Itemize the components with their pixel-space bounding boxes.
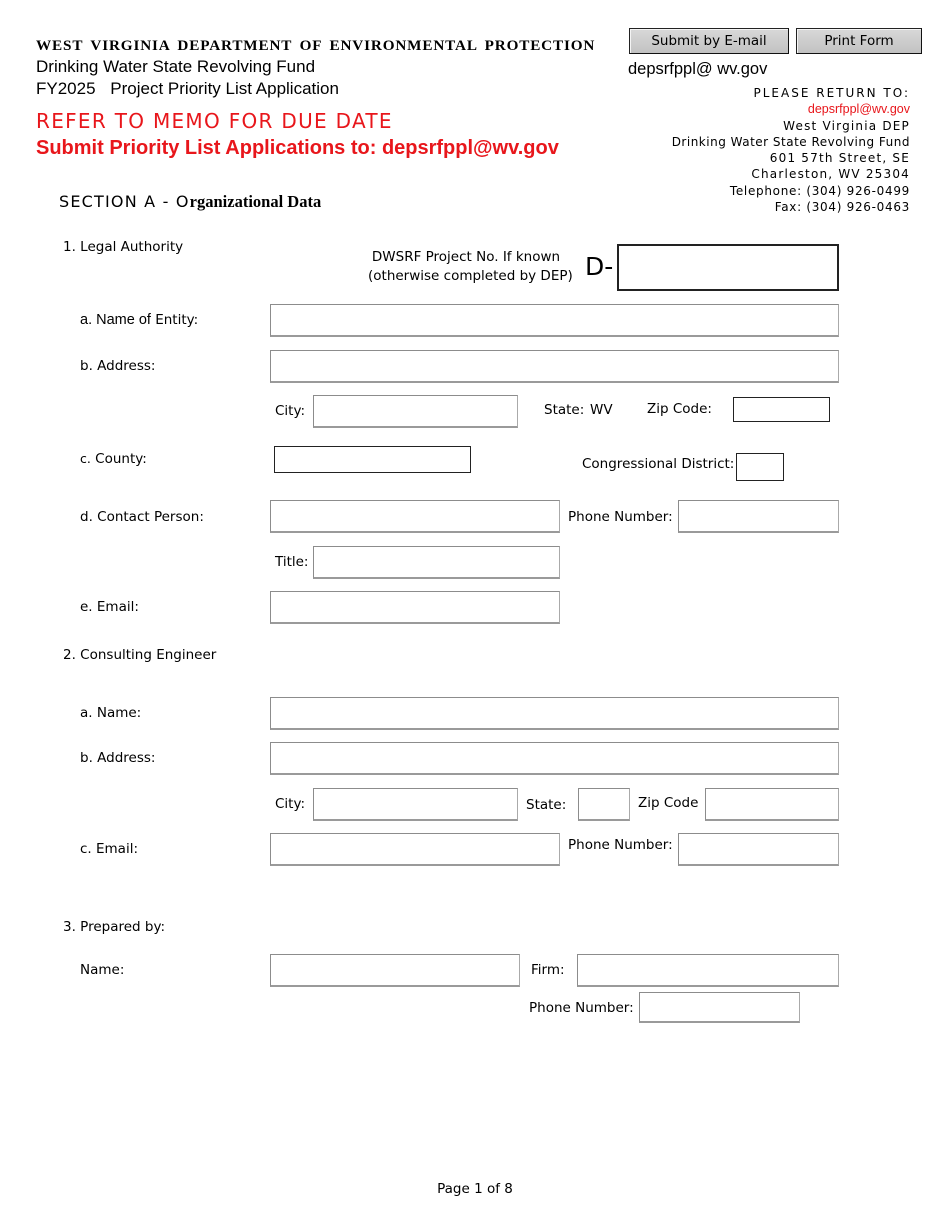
return-telephone: Telephone: (304) 926-0499 — [729, 183, 910, 198]
return-fax: Fax: (304) 926-0463 — [774, 200, 910, 215]
print-form-button[interactable]: Print Form — [796, 28, 922, 54]
submission-email: depsrfppl@ wv.gov — [628, 60, 768, 78]
return-email: depsrfppl@wv.gov — [807, 102, 910, 117]
engineer-phone-label: Phone Number: — [568, 837, 673, 853]
preparer-firm-label: Firm: — [531, 962, 565, 978]
form-title: Project Priority List Application — [110, 79, 339, 98]
entity-zip-label: Zip Code: — [647, 401, 712, 417]
engineer-name-label: a. Name: — [80, 705, 142, 721]
page-number: Page 1 of 8 — [437, 1181, 513, 1197]
section-a-title: rganizational Data — [189, 192, 322, 211]
return-org: West Virginia DEP — [783, 118, 910, 133]
preparer-firm-input[interactable] — [577, 954, 839, 987]
submit-by-email-button[interactable]: Submit by E-mail — [629, 28, 789, 54]
entity-zip-input[interactable] — [733, 397, 830, 422]
form-subtitle — [36, 79, 339, 99]
section-a-heading — [59, 192, 321, 212]
engineer-address-label: b. Address: — [80, 750, 156, 766]
engineer-address-input[interactable] — [270, 742, 839, 775]
entity-city-input[interactable] — [313, 395, 518, 428]
return-street: 601 57th Street, SE — [769, 151, 910, 166]
prepared-by-heading: 3. Prepared by: — [63, 919, 166, 935]
county-input[interactable] — [274, 446, 471, 473]
contact-title-label: Title: — [275, 554, 309, 570]
consulting-engineer-heading: 2. Consulting Engineer — [63, 647, 217, 663]
entity-address-label: b. Address: — [80, 358, 156, 374]
legal-authority-heading: 1. Legal Authority — [63, 239, 184, 255]
project-no-label-line2: (otherwise completed by DEP) — [368, 268, 573, 284]
memo-notice: REFER TO MEMO FOR DUE DATE — [36, 109, 393, 133]
congressional-district-label: Congressional District: — [582, 456, 735, 472]
entity-state-value: WV — [590, 402, 613, 418]
engineer-zip-input[interactable] — [705, 788, 839, 821]
return-dept: Drinking Water State Revolving Fund — [671, 134, 910, 149]
preparer-name-label: Name: — [80, 962, 125, 978]
agency-title: WEST VIRGINIA DEPARTMENT OF ENVIRONMENTAL PROTECTION — [36, 37, 596, 54]
preparer-phone-input[interactable] — [639, 992, 800, 1023]
return-address-block — [650, 85, 910, 215]
engineer-zip-label: Zip Code — [638, 795, 699, 811]
engineer-email-label: c. Email: — [80, 841, 139, 857]
fiscal-year: FY2025 — [36, 79, 96, 98]
project-no-prefix: D- — [585, 252, 614, 281]
entity-name-input[interactable] — [270, 304, 839, 337]
contact-phone-input[interactable] — [678, 500, 839, 533]
entity-email-label: e. Email: — [80, 599, 139, 615]
preparer-name-input[interactable] — [270, 954, 520, 987]
contact-phone-label: Phone Number: — [568, 509, 673, 525]
engineer-state-label: State: — [526, 797, 567, 813]
project-number-input[interactable] — [617, 244, 839, 291]
submit-notice: Submit Priority List Applications to: depsrfppl@wv.gov — [36, 137, 559, 159]
engineer-state-input[interactable] — [578, 788, 630, 821]
project-no-label-line1: DWSRF Project No. If known — [371, 249, 561, 265]
county-label: c. County: — [80, 451, 147, 467]
return-city: Charleston, WV 25304 — [751, 167, 910, 182]
entity-city-label: City: — [275, 403, 306, 419]
congressional-district-input[interactable] — [736, 453, 784, 481]
section-a-prefix: SECTION A - O — [59, 192, 190, 211]
engineer-email-input[interactable] — [270, 833, 560, 866]
entity-email-input[interactable] — [270, 591, 560, 624]
contact-person-label: d. Contact Person: — [80, 509, 204, 525]
engineer-phone-input[interactable] — [678, 833, 839, 866]
engineer-city-label: City: — [275, 796, 306, 812]
entity-name-label: a. Name of Entity: — [80, 312, 199, 328]
entity-state-label: State: — [544, 402, 585, 418]
engineer-city-input[interactable] — [313, 788, 518, 821]
entity-address-input[interactable] — [270, 350, 839, 383]
return-heading: PLEASE RETURN TO: — [753, 86, 910, 100]
engineer-name-input[interactable] — [270, 697, 839, 730]
program-name: Drinking Water State Revolving Fund — [36, 57, 316, 76]
contact-title-input[interactable] — [313, 546, 560, 579]
contact-person-input[interactable] — [270, 500, 560, 533]
preparer-phone-label: Phone Number: — [529, 1000, 634, 1016]
